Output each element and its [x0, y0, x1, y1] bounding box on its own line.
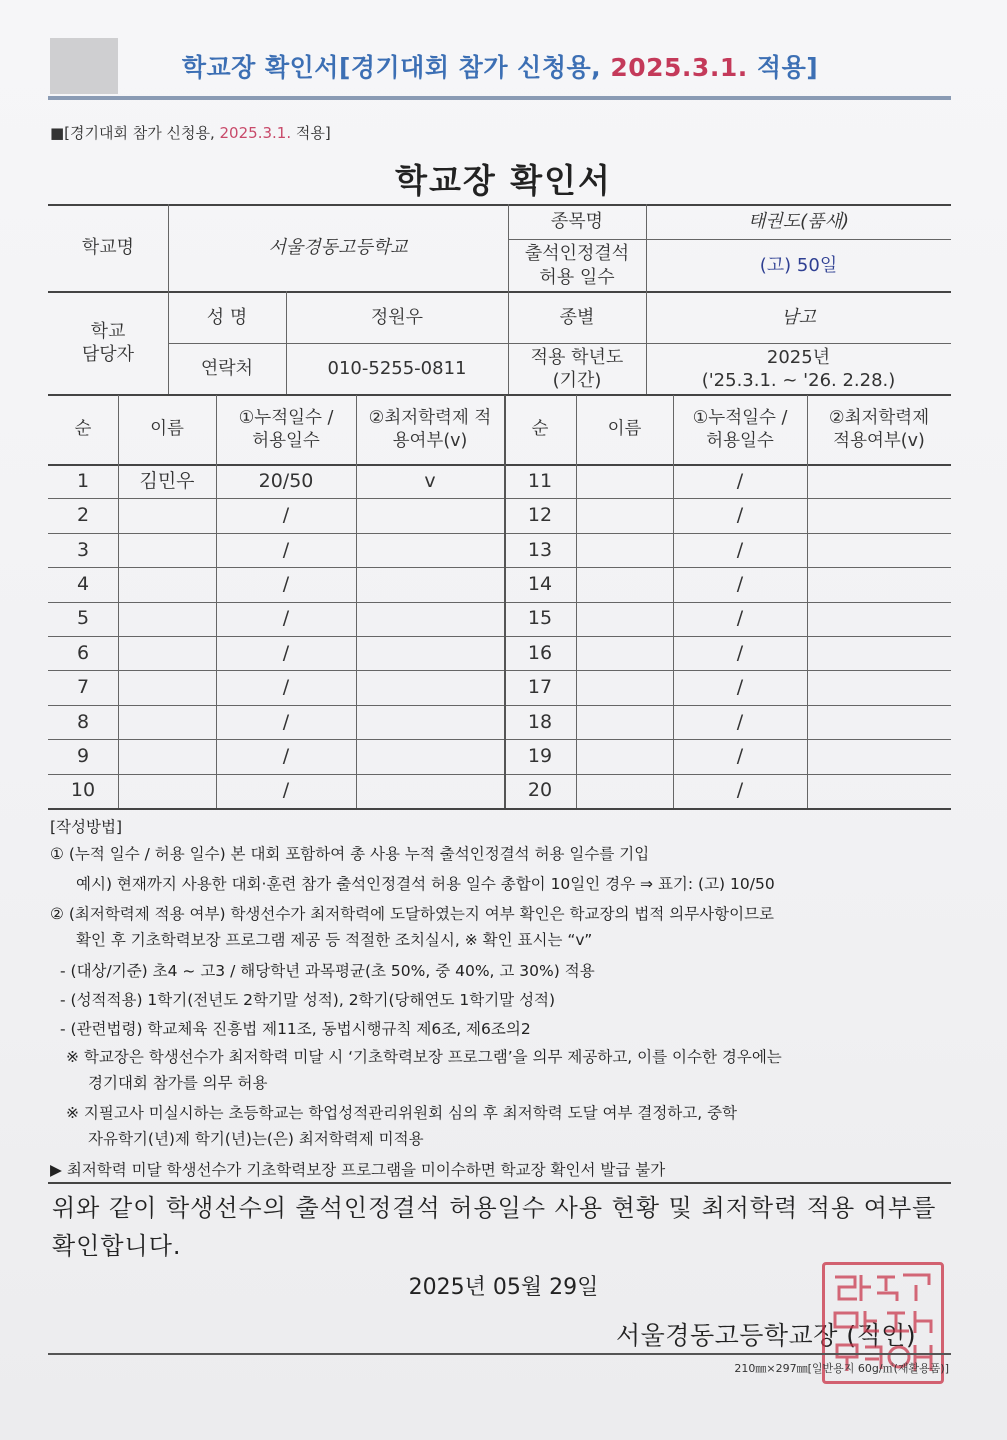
cumulative-days: / — [736, 676, 744, 699]
header-no: 순 — [531, 419, 549, 440]
form-type-note: ■[경기대회 참가 신청용, 2025.3.1. 적용] — [50, 124, 331, 142]
row-number: 12 — [527, 504, 553, 527]
row-number: 8 — [76, 710, 90, 733]
footer-rule — [48, 1353, 951, 1355]
min-achievement-check — [807, 498, 951, 532]
row-number: 19 — [527, 745, 553, 768]
min-achievement-check — [807, 602, 951, 636]
instruction-line: - (성적적용) 1학기(전년도 2학기말 성적), 2학기(당해연도 1학기말 성적) — [60, 991, 556, 1009]
student-name — [576, 602, 673, 636]
student-name — [576, 636, 673, 670]
principal-signature-line: 서울경동고등학교장 (직인) — [616, 1321, 917, 1350]
row-number: 6 — [76, 641, 90, 664]
event-label: 종목명 — [550, 211, 604, 233]
school-name-value: 서울경동고등학교 — [268, 237, 408, 259]
instruction-line: - (관련법령) 학교체육 진흥법 제11조, 동법시행규칙 제6조, 제6조의2 — [60, 1020, 531, 1038]
contact-name-value: 정원우 — [370, 306, 424, 328]
instruction-line: 자유학기(년)제 학기(년)는(은) 최저학력제 미적용 — [88, 1130, 424, 1148]
instruction-line: ※ 지필고사 미실시하는 초등학교는 학업성적관리위원회 심의 후 최저학력 도달 여부 결정하고, 중학 — [66, 1104, 738, 1122]
instruction-line: ▶ 최저학력 미달 학생선수가 기초학력보장 프로그램을 미이수하면 학교장 확인서 발급 불가 — [50, 1161, 666, 1179]
paper-spec: 210㎜×297㎜[일반용지 60g/㎡(재활용품)] — [734, 1362, 949, 1375]
student-name — [576, 567, 673, 601]
instruction-line: 경기대회 참가를 의무 허용 — [88, 1074, 268, 1092]
student-name — [576, 464, 673, 498]
school-contact-label: 학교 담당자 — [81, 320, 135, 365]
cumulative-days: / — [282, 779, 290, 802]
cumulative-days: / — [282, 641, 290, 664]
cumulative-days: / — [282, 710, 290, 733]
cumulative-days: / — [736, 538, 744, 561]
instruction-line: 확인 후 기초학력보장 프로그램 제공 등 적절한 조치실시, ※ 확인 표시는 “v” — [76, 931, 593, 949]
instruction-line: ② (최저학력제 적용 여부) 학생선수가 최저학력에 도달하였는지 여부 확인은 학교장의 법적 의무사항이므로 — [50, 905, 775, 923]
cumulative-days: 20/50 — [258, 469, 314, 492]
allowed-days-label: 출석인정결석 허용 일수 — [524, 243, 630, 288]
school-year-label: 적용 학년도 (기간) — [530, 346, 624, 391]
cumulative-days: / — [736, 745, 744, 768]
row-number: 5 — [76, 607, 90, 630]
row-number: 4 — [76, 573, 90, 596]
row-number: 18 — [527, 710, 553, 733]
instruction-line: ※ 학교장은 학생선수가 최저학력 미달 시 ‘기초학력보장 프로그램’을 의무 제공하고, 이를 이수한 경우에는 — [66, 1048, 782, 1066]
cumulative-days: / — [282, 607, 290, 630]
min-achievement-check — [356, 705, 504, 739]
min-achievement-check — [807, 705, 951, 739]
row-number: 2 — [76, 504, 90, 527]
student-name: 김민우 — [139, 469, 195, 492]
header-title: 학교장 확인서[경기대회 참가 신청용, 2025.3.1. 적용] — [181, 53, 819, 82]
cumulative-days: / — [736, 469, 744, 492]
row-number: 10 — [70, 779, 96, 802]
min-achievement-check — [356, 774, 504, 808]
school-name-label: 학교명 — [81, 237, 135, 259]
name-label: 성 명 — [206, 306, 248, 328]
allowed-days-value: (고) 50일 — [759, 254, 838, 276]
school-year-value: 2025년 ('25.3.1. ~ '26. 2.28.) — [701, 346, 896, 391]
cumulative-days: / — [282, 676, 290, 699]
row-number: 14 — [527, 573, 553, 596]
student-name — [576, 739, 673, 773]
min-achievement-check — [807, 636, 951, 670]
row-number: 3 — [76, 538, 90, 561]
cumulative-days: / — [282, 573, 290, 596]
instruction-line: 예시) 현재까지 사용한 대회·훈련 참가 출석인정결석 허용 일수 총합이 10일인 경우 ⇒ 표기: (고) 10/50 — [76, 875, 775, 893]
student-name — [118, 670, 216, 704]
phone-label: 연락처 — [200, 358, 254, 380]
min-achievement-check — [807, 774, 951, 808]
cumulative-days: / — [736, 710, 744, 733]
event-value: 태권도(품새) — [748, 211, 849, 233]
student-name — [576, 498, 673, 532]
student-name — [576, 774, 673, 808]
row-number: 7 — [76, 676, 90, 699]
row-number: 15 — [527, 607, 553, 630]
min-achievement-check — [807, 533, 951, 567]
min-achievement-check — [356, 670, 504, 704]
cumulative-days: / — [736, 504, 744, 527]
row-number: 1 — [76, 469, 90, 492]
min-achievement-check — [356, 498, 504, 532]
header-no: 순 — [74, 419, 92, 440]
header-applied: ②최저학력제 적용여부(v) — [828, 407, 930, 451]
table-rule — [48, 808, 951, 810]
issue-date: 2025년 05월 29일 — [408, 1275, 599, 1300]
category-label: 종별 — [559, 306, 595, 328]
min-achievement-check — [807, 670, 951, 704]
row-number: 17 — [527, 676, 553, 699]
instructions-divider — [48, 1182, 951, 1184]
student-name — [576, 670, 673, 704]
cumulative-days: / — [736, 607, 744, 630]
student-name — [576, 705, 673, 739]
phone-value: 010-5255-0811 — [327, 358, 467, 380]
min-achievement-check — [356, 636, 504, 670]
category-value: 남고 — [781, 306, 816, 328]
header-rule — [48, 96, 951, 100]
header-gray-block — [50, 38, 118, 94]
cumulative-days: / — [736, 779, 744, 802]
row-number: 20 — [527, 779, 553, 802]
row-number: 9 — [76, 745, 90, 768]
min-achievement-check — [807, 739, 951, 773]
min-achievement-check — [356, 567, 504, 601]
student-name — [118, 567, 216, 601]
min-achievement-check — [356, 533, 504, 567]
header-name: 이름 — [150, 419, 184, 440]
min-achievement-check: v — [424, 469, 436, 492]
student-name — [118, 498, 216, 532]
student-name — [118, 705, 216, 739]
cumulative-days: / — [736, 641, 744, 664]
student-name — [118, 774, 216, 808]
confirmation-text-line2: 확인합니다. — [52, 1232, 182, 1260]
confirmation-text-line1: 위와 같이 학생선수의 출석인정결석 허용일수 사용 현황 및 최저학력 적용 여부를 — [52, 1194, 937, 1222]
min-achievement-check — [807, 567, 951, 601]
document-title: 학교장 확인서 — [395, 161, 612, 200]
min-achievement-check — [356, 739, 504, 773]
student-name — [118, 636, 216, 670]
header-name: 이름 — [607, 419, 642, 440]
cumulative-days: / — [282, 538, 290, 561]
row-number: 11 — [527, 469, 553, 492]
cumulative-days: / — [282, 745, 290, 768]
student-name — [576, 533, 673, 567]
student-name — [118, 739, 216, 773]
header-days: ①누적일수 / 허용일수 — [238, 407, 334, 451]
row-number: 16 — [527, 641, 553, 664]
student-name — [118, 533, 216, 567]
instruction-line: ① (누적 일수 / 허용 일수) 본 대회 포함하여 총 사용 누적 출석인정결석 허용 일수를 기입 — [50, 845, 650, 863]
student-name — [118, 602, 216, 636]
header-days: ①누적일수 / 허용일수 — [692, 407, 788, 451]
row-number: 13 — [527, 538, 553, 561]
instructions-heading: [작성방법] — [50, 818, 122, 836]
header-applied: ②최저학력제 적 용여부(v) — [368, 407, 492, 451]
instruction-line: - (대상/기준) 초4 ~ 고3 / 해당학년 과목평균(초 50%, 중 40%, 고 30%) 적용 — [60, 962, 595, 980]
cumulative-days: / — [736, 573, 744, 596]
min-achievement-check — [356, 602, 504, 636]
cumulative-days: / — [282, 504, 290, 527]
min-achievement-check — [807, 464, 951, 498]
